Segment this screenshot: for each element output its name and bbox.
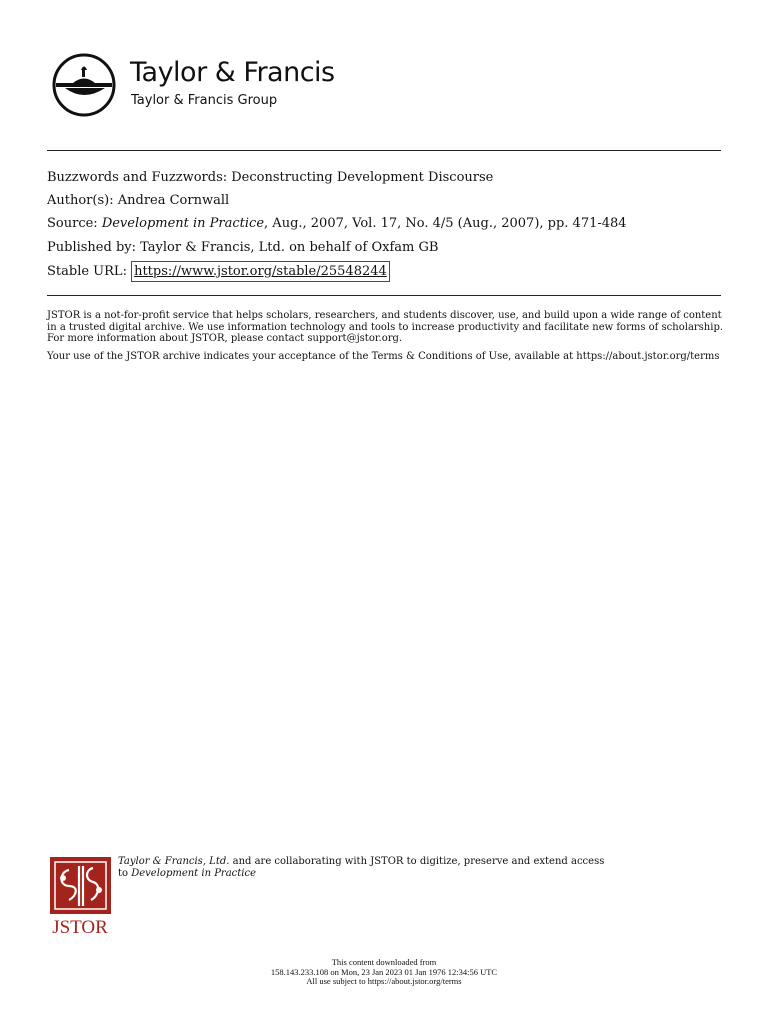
collaboration-statement (118, 856, 604, 880)
jstor-notice (47, 310, 727, 345)
collab-to: to (118, 868, 132, 879)
publisher-logo-group: Taylor & Francis Group (131, 93, 278, 108)
publisher-logo-name: Taylor & Francis (130, 57, 335, 88)
collab-text: and are collaborating with JSTOR to digitize, preserve and extend access (229, 856, 605, 867)
stable-url-label: Stable URL: (47, 264, 132, 279)
notice-paragraph-2: Your use of the JSTOR archive indicates your acceptance of the Terms & Conditions of Use, available at https://about.jstor.org/terms (47, 351, 720, 362)
publisher-logo (51, 52, 351, 120)
top-divider (47, 150, 721, 151)
publisher-name: Taylor & Francis, Ltd. on behalf of Oxfam GB (140, 240, 439, 255)
footer-line-3: All use subject to https://about.jstor.org/terms (306, 976, 462, 986)
article-publisher (47, 240, 438, 255)
source-details: , Aug., 2007, Vol. 17, No. 4/5 (Aug., 2007), pp. 471-484 (264, 216, 627, 231)
download-footer (0, 958, 768, 987)
collab-publisher: Taylor & Francis, Ltd. (118, 856, 230, 867)
notice-paragraph-1: JSTOR is a not-for-profit service that helps scholars, researchers, and students discover, use, and build upon a wide range of content in a trusted digital archive. We use information technology and tools to increase productivity and facilitate new forms of scholarship. For more information about JSTOR, please contact support@jstor.org. (47, 310, 724, 344)
collab-journal: Development in Practice (131, 868, 257, 879)
article-source (47, 216, 627, 231)
jstor-logo-text: JSTOR (52, 917, 108, 936)
journal-title: Development in Practice (101, 216, 265, 231)
article-title: Buzzwords and Fuzzwords: Deconstructing Development Discourse (47, 170, 494, 185)
terms-notice (47, 351, 727, 363)
source-label: Source: (47, 216, 102, 231)
publisher-label: Published by: (47, 240, 141, 255)
author-label: Author(s): (47, 193, 118, 208)
author-name: Andrea Cornwall (117, 193, 230, 208)
collaboration-line-1 (118, 856, 604, 868)
jstor-logo-icon (49, 856, 115, 936)
middle-divider (47, 295, 721, 296)
footer-line-2: 158.143.233.108 on Mon, 23 Jan 2023 01 Jan 1976 12:34:56 UTC (270, 966, 498, 977)
stable-url-link[interactable]: https://www.jstor.org/stable/25548244 (131, 261, 390, 282)
footer-line-1: This content downloaded from (331, 957, 437, 967)
article-author (47, 193, 229, 208)
collaboration-line-2 (118, 868, 604, 880)
stable-url-row (47, 261, 390, 282)
lamp-icon (51, 52, 117, 118)
